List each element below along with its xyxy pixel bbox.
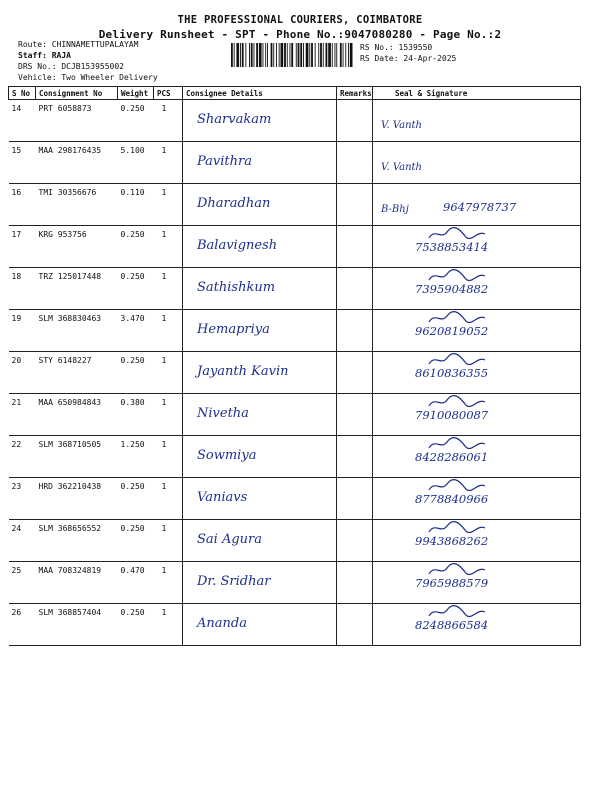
- table-row: [9, 394, 581, 436]
- row-consignee-cell: [183, 100, 337, 142]
- row-consignment-no: STY 6148227: [36, 352, 118, 394]
- table-row: [9, 310, 581, 352]
- row-pcs: 1: [154, 352, 183, 394]
- row-sno: 15: [9, 142, 36, 184]
- handwritten-consignee-name: Nivetha: [197, 406, 249, 421]
- row-sno: 24: [9, 520, 36, 562]
- handwritten-consignee-name: Sai Agura: [197, 532, 262, 547]
- row-consignee-cell: [183, 562, 337, 604]
- row-seal-signature: [373, 520, 581, 562]
- table-row: [9, 562, 581, 604]
- row-consignee-cell: [183, 184, 337, 226]
- handwritten-phone-number: 7965988579: [415, 576, 489, 590]
- row-seal-signature: [373, 100, 581, 142]
- row-sno: 25: [9, 562, 36, 604]
- handwritten-signature: V. Vanth: [381, 162, 422, 173]
- handwritten-phone-number: 7538853414: [415, 240, 489, 254]
- handwritten-phone-number: 9943868262: [415, 534, 489, 548]
- row-sno: 16: [9, 184, 36, 226]
- row-pcs: 1: [154, 520, 183, 562]
- row-seal-signature: [373, 184, 581, 226]
- handwritten-consignee-name: Dr. Sridhar: [197, 574, 271, 589]
- row-consignee-cell: [183, 436, 337, 478]
- row-remarks: [337, 184, 373, 226]
- handwritten-phone-number: 8428286061: [415, 450, 489, 464]
- row-consignee-cell: [183, 394, 337, 436]
- row-consignment-no: SLM 368830463: [36, 310, 118, 352]
- row-remarks: [337, 226, 373, 268]
- row-pcs: 1: [154, 394, 183, 436]
- row-remarks: [337, 478, 373, 520]
- row-consignment-no: SLM 368656552: [36, 520, 118, 562]
- handwritten-phone-number: 8610836355: [415, 366, 489, 380]
- row-remarks: [337, 268, 373, 310]
- row-pcs: 1: [154, 142, 183, 184]
- row-weight: 0.250: [118, 100, 154, 142]
- table-row: [9, 436, 581, 478]
- table-row: [9, 184, 581, 226]
- row-consignee-cell: [183, 268, 337, 310]
- handwritten-consignee-name: Vaniavs: [197, 490, 248, 505]
- row-consignee-cell: [183, 352, 337, 394]
- row-seal-signature: [373, 394, 581, 436]
- row-consignment-no: HRD 362210438: [36, 478, 118, 520]
- row-consignment-no: TMI 30356676: [36, 184, 118, 226]
- table-row: [9, 478, 581, 520]
- table-row: [9, 226, 581, 268]
- handwritten-signature: V. Vanth: [381, 120, 422, 131]
- handwritten-phone-number: 7910080087: [415, 408, 489, 422]
- handwritten-consignee-name: Jayanth Kavin: [197, 364, 289, 379]
- row-consignment-no: TRZ 125017448: [36, 268, 118, 310]
- handwritten-consignee-name: Pavithra: [197, 154, 252, 169]
- handwritten-consignee-name: Balavignesh: [197, 238, 278, 253]
- row-sno: 19: [9, 310, 36, 352]
- table-row: [9, 352, 581, 394]
- table-row: [9, 520, 581, 562]
- row-weight: 0.250: [118, 352, 154, 394]
- row-consignment-no: MAA 708324819: [36, 562, 118, 604]
- col-consignee-header: Consignee Details: [183, 87, 337, 100]
- route-label: Route: CHINNAMETTUPALAYAM: [18, 40, 139, 49]
- handwritten-signature: B-Bhj: [381, 204, 409, 215]
- row-consignment-no: KRG 953756: [36, 226, 118, 268]
- row-consignee-cell: [183, 310, 337, 352]
- row-remarks: [337, 100, 373, 142]
- handwritten-consignee-name: Sathishkum: [197, 280, 276, 295]
- drs-number: DRS No.: DCJB153955002: [18, 62, 124, 71]
- handwritten-consignee-name: Dharadhan: [197, 196, 271, 211]
- runsheet-title: Delivery Runsheet - SPT - Phone No.:9047080280 - Page No.:2: [98, 28, 502, 41]
- row-seal-signature: [373, 352, 581, 394]
- row-weight: 0.470: [118, 562, 154, 604]
- row-weight: 0.380: [118, 394, 154, 436]
- row-seal-signature: [373, 310, 581, 352]
- handwritten-consignee-name: Sowmiya: [197, 448, 257, 463]
- row-remarks: [337, 562, 373, 604]
- row-seal-signature: [373, 478, 581, 520]
- row-pcs: 1: [154, 100, 183, 142]
- row-consignee-cell: [183, 604, 337, 646]
- col-remarks-header: Remarks: [337, 87, 373, 100]
- row-weight: 0.110: [118, 184, 154, 226]
- row-seal-signature: [373, 226, 581, 268]
- table-row: [9, 142, 581, 184]
- row-seal-signature: [373, 562, 581, 604]
- row-sno: 22: [9, 436, 36, 478]
- row-seal-signature: [373, 268, 581, 310]
- row-consignee-cell: [183, 226, 337, 268]
- table-row: [9, 268, 581, 310]
- row-seal-signature: [373, 436, 581, 478]
- row-pcs: 1: [154, 478, 183, 520]
- row-weight: 0.250: [118, 604, 154, 646]
- handwritten-phone-number: 9647978737: [443, 200, 517, 214]
- row-weight: 5.100: [118, 142, 154, 184]
- row-remarks: [337, 352, 373, 394]
- table-header-row: [9, 87, 581, 100]
- handwritten-consignee-name: Hemapriya: [197, 322, 270, 337]
- row-sno: 26: [9, 604, 36, 646]
- row-remarks: [337, 394, 373, 436]
- row-pcs: 1: [154, 562, 183, 604]
- row-weight: 0.250: [118, 268, 154, 310]
- handwritten-phone-number: 8248866584: [415, 618, 489, 632]
- row-remarks: [337, 436, 373, 478]
- row-consignment-no: MAA 298176435: [36, 142, 118, 184]
- handwritten-phone-number: 8778840966: [415, 492, 489, 506]
- row-sno: 18: [9, 268, 36, 310]
- col-sno-header: S No: [9, 87, 36, 100]
- row-consignment-no: MAA 650984843: [36, 394, 118, 436]
- rs-date: RS Date: 24-Apr-2025: [360, 54, 457, 63]
- col-pcs-header: PCS: [154, 87, 183, 100]
- row-pcs: 1: [154, 184, 183, 226]
- table-row: [9, 604, 581, 646]
- col-consignment-header: Consignment No: [36, 87, 118, 100]
- row-weight: 1.250: [118, 436, 154, 478]
- rs-number: RS No.: 1539550: [360, 43, 433, 52]
- row-pcs: 1: [154, 436, 183, 478]
- row-consignment-no: SLM 368710505: [36, 436, 118, 478]
- runsheet-table: [8, 86, 581, 646]
- row-consignee-cell: [183, 478, 337, 520]
- handwritten-phone-number: 9620819052: [415, 324, 489, 338]
- row-weight: 0.250: [118, 478, 154, 520]
- row-remarks: [337, 604, 373, 646]
- row-consignment-no: PRT 6058873: [36, 100, 118, 142]
- row-pcs: 1: [154, 604, 183, 646]
- row-pcs: 1: [154, 226, 183, 268]
- col-seal-header: Seal & Signature: [373, 87, 581, 100]
- row-sno: 20: [9, 352, 36, 394]
- row-weight: 0.250: [118, 226, 154, 268]
- staff-label: Staff: RAJA: [18, 51, 71, 60]
- row-pcs: 1: [154, 268, 183, 310]
- row-seal-signature: [373, 142, 581, 184]
- col-weight-header: Weight: [118, 87, 154, 100]
- handwritten-phone-number: 7395904882: [415, 282, 489, 296]
- row-pcs: 1: [154, 310, 183, 352]
- row-sno: 17: [9, 226, 36, 268]
- row-consignee-cell: [183, 520, 337, 562]
- table-row: [9, 100, 581, 142]
- row-sno: 14: [9, 100, 36, 142]
- handwritten-consignee-name: Ananda: [197, 616, 247, 631]
- row-remarks: [337, 310, 373, 352]
- row-remarks: [337, 142, 373, 184]
- row-seal-signature: [373, 604, 581, 646]
- row-remarks: [337, 520, 373, 562]
- row-sno: 21: [9, 394, 36, 436]
- vehicle-label: Vehicle: Two Wheeler Delivery: [18, 73, 158, 82]
- row-sno: 23: [9, 478, 36, 520]
- row-consignment-no: SLM 368857404: [36, 604, 118, 646]
- barcode-image: [230, 43, 354, 67]
- row-weight: 3.470: [118, 310, 154, 352]
- row-weight: 0.250: [118, 520, 154, 562]
- row-consignee-cell: [183, 142, 337, 184]
- handwritten-consignee-name: Sharvakam: [197, 112, 272, 127]
- company-title: THE PROFESSIONAL COURIERS, COIMBATORE: [177, 14, 423, 26]
